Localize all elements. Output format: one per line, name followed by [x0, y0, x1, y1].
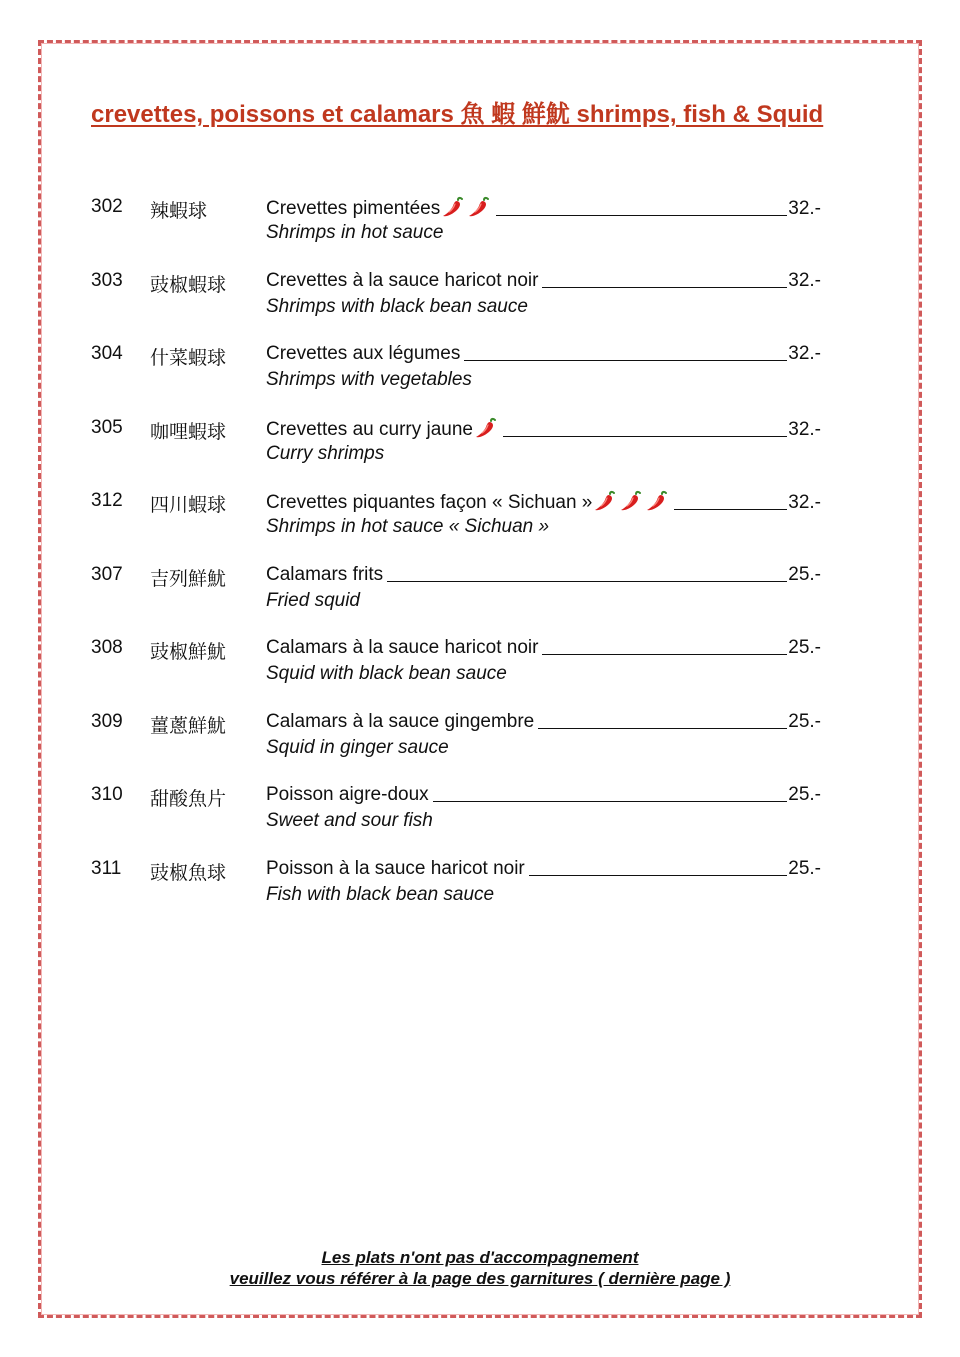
item-chinese-name: 豉椒蝦球 [150, 273, 227, 296]
item-chinese-name: 甜酸魚片 [150, 788, 227, 810]
item-number: 305 [91, 416, 123, 438]
item-price: 25.- [788, 637, 821, 658]
item-english-name: Shrimps in hot sauce « Sichuan » [266, 516, 550, 537]
item-french-name: Poisson aigre-doux [266, 784, 429, 805]
dotted-leader [542, 287, 787, 288]
item-french-name: Crevettes pimentées [266, 198, 441, 219]
menu-item-307 [91, 564, 826, 638]
chili-pepper-icon [467, 196, 492, 218]
item-number: 307 [91, 563, 123, 585]
item-price: 32.- [788, 269, 821, 291]
item-number: 308 [91, 637, 123, 658]
item-french-name: Calamars à la sauce gingembre [266, 710, 535, 732]
dotted-leader [503, 436, 787, 437]
item-price: 32.- [788, 343, 821, 364]
menu-item-308 [91, 637, 826, 711]
item-number: 311 [91, 857, 122, 879]
item-price: 25.- [788, 710, 821, 732]
footer-note [0, 1247, 960, 1289]
item-number: 310 [91, 784, 123, 805]
item-price: 25.- [788, 857, 821, 879]
item-chinese-name: 四川蝦球 [150, 494, 227, 516]
menu-item-303 [91, 270, 826, 344]
footer-line-2: veuillez vous référer à la page des garnitures ( dernière page ) [229, 1269, 731, 1288]
item-price: 25.- [788, 784, 821, 805]
item-english-name: Shrimps with black bean sauce [266, 295, 528, 317]
item-english-name: Squid in ginger sauce [266, 736, 449, 758]
item-french-name: Crevettes piquantes façon « Sichuan » [266, 492, 593, 513]
footer-line-1: Les plats n'ont pas d'accompagnement [321, 1248, 639, 1267]
item-french-name: Crevettes aux légumes [266, 343, 461, 364]
item-price: 32.- [788, 418, 821, 440]
item-french-name: Poisson à la sauce haricot noir [266, 857, 525, 879]
dotted-leader [496, 215, 787, 216]
dotted-leader [464, 360, 787, 361]
dotted-leader [542, 654, 787, 655]
item-chinese-name: 咖哩蝦球 [150, 420, 227, 443]
dotted-leader [387, 581, 787, 582]
menu-item-304 [91, 343, 826, 417]
item-number: 309 [91, 710, 123, 732]
item-english-name: Fish with black bean sauce [266, 883, 495, 905]
chili-pepper-icon [619, 490, 644, 512]
item-price: 32.- [788, 198, 821, 219]
item-french-name: Crevettes au curry jaune [266, 418, 473, 440]
item-english-name: Shrimps with vegetables [266, 369, 472, 390]
menu-item-311 [91, 858, 826, 932]
chili-pepper-icon [645, 490, 670, 512]
item-number: 304 [91, 343, 123, 364]
item-english-name: Curry shrimps [266, 442, 385, 464]
dotted-leader [674, 509, 787, 510]
item-english-name: Fried squid [266, 589, 360, 611]
item-price: 32.- [788, 492, 821, 513]
item-chinese-name: 吉列鮮魷 [150, 567, 227, 590]
item-chinese-name: 什菜蝦球 [150, 347, 227, 369]
dotted-leader [433, 801, 788, 802]
chili-pepper-icon [593, 490, 618, 512]
dotted-leader [529, 875, 787, 876]
menu-item-312 [91, 490, 826, 564]
item-french-name: Calamars à la sauce haricot noir [266, 637, 539, 658]
item-english-name: Sweet and sour fish [266, 810, 433, 831]
item-english-name: Shrimps in hot sauce [266, 222, 444, 243]
menu-item-305 [91, 417, 826, 491]
item-french-name: Calamars frits [266, 563, 384, 585]
menu-list [91, 196, 826, 931]
item-chinese-name: 豉椒魚球 [150, 861, 227, 884]
menu-item-302 [91, 196, 826, 270]
item-english-name: Squid with black bean sauce [266, 663, 507, 684]
menu-item-310 [91, 784, 826, 858]
item-chinese-name: 豉椒鮮魷 [150, 641, 227, 663]
item-french-name: Crevettes à la sauce haricot noir [266, 269, 539, 291]
item-price: 25.- [788, 563, 821, 585]
item-number: 302 [91, 196, 123, 217]
chili-pepper-icon [441, 196, 466, 218]
page-title: crevettes, poissons et calamars 魚 蝦 鮮魷 shrimps, fish & Squid [91, 101, 824, 128]
chili-pepper-icon [474, 417, 499, 439]
item-number: 312 [91, 490, 123, 511]
item-chinese-name: 辣蝦球 [150, 200, 208, 222]
item-number: 303 [91, 269, 123, 291]
dotted-leader [538, 728, 787, 729]
item-chinese-name: 薑蔥鮮魷 [150, 714, 227, 737]
menu-item-309 [91, 711, 826, 785]
